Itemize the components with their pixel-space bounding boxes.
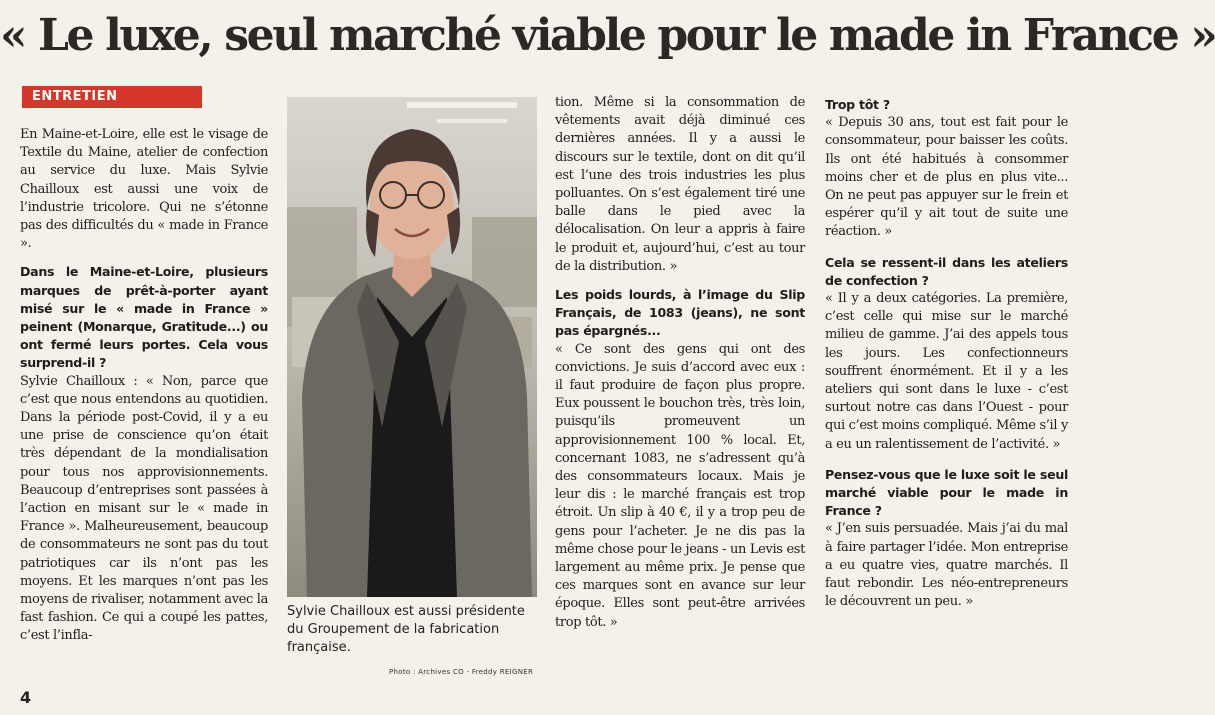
page-number: 4 (20, 688, 32, 707)
column-3 (555, 94, 805, 642)
question-2: Les poids lourds, à l’image du Slip Français, de 1083 (jeans), ne sont pas épargnés... (555, 287, 805, 339)
portrait-illustration (287, 97, 537, 597)
question-3: Trop tôt ? (825, 97, 890, 112)
answer-1-part-2: tion. Même si la consommation de vêtements avait déjà diminué ces dernières années. Il y a aussi le discours sur le textile, dont on dit qu’il est l’une des trois industries les plus polluantes. On s’est également tiré une balle dans le pied avec la délocalisation. On leur a appris à faire le produit et, aujourd’hui, c’est au tour de la distribution. » (555, 95, 805, 274)
answer-3: « Depuis 30 ans, tout est fait pour le consommateur, pour baisser les coûts. Ils ont été habitués à consommer moins cher et de plus en plus vite... On ne peut pas appuyer sur le frein et espérer qu’il y ait tout de suite une réaction. » (825, 115, 1068, 240)
answer-2: « Ce sont des gens qui ont des convictions. Je suis d’accord avec eux : il faut produire de façon plus propre. Eux poussent le bouchon très, très loin, puisqu’ils promeuvent un approvisionnement 100 % local. Et, concernant 1083, ne s’adressent qu’à des consommateurs locaux. Mais je leur dis : le marché français est trop étroit. Un slip à 40 €, il y a trop peu de gens pour l’acheter. Je ne dis pas la même chose pour le jeans - un Levis est largement au même prix. Je pense que ces marques sont en avance sur leur époque. Elles sont peut-être arrivées trop tôt. » (555, 341, 805, 630)
column-4 (825, 96, 1068, 621)
photo-caption: Sylvie Chailloux est aussi présidente du Groupement de la fabrication française. (287, 604, 525, 655)
question-4: Cela se ressent-il dans les ateliers de confection ? (825, 254, 1068, 288)
answer-1-part-1: Sylvie Chailloux : « Non, parce que c’est que nous entendons au quotidien. Dans la période post-Covid, il y a eu une prise de conscience qu’on était très dépendant de la mondialisation pour tous nos approvisionnements. Beaucoup d’entreprises sont passées à l’action en misant sur le « made in France ». Malheureusement, beaucoup de consommateurs ne sont pas du tout patriotiques car ils n’ont pas les moyens. Et les marques n’ont pas les moyens de rivaliser, notamment avec la fast fashion. Ce qui a coupé les pattes, c’est l’infla- (20, 373, 268, 644)
portrait-photo (287, 97, 537, 597)
column-1 (20, 126, 268, 656)
photo-credit: Photo : Archives CO - Freddy REIGNER (389, 668, 534, 676)
question-5: Pensez-vous que le luxe soit le seul marché viable pour le made in France ? (825, 466, 1068, 519)
answer-4: « Il y a deux catégories. La première, c’est celle qui mise sur le marché milieu de gamme. J’ai des appels tous les jours. Les confectionneurs souffrent énormément. Et il y a les ateliers qui sont dans le luxe - c’est surtout notre cas dans l’Ouest - pour qui c’est moins compliqué. Même s’il y a eu un ralentissement de l’activité. » (825, 291, 1068, 452)
section-tag: ENTRETIEN (22, 86, 202, 108)
intro-paragraph: En Maine-et-Loire, elle est le visage de Textile du Maine, atelier de confection au service du luxe. Mais Sylvie Chailloux est aussi une voix de l’industrie tricolore. Qui ne s’étonne pas des difficultés du « made in France ». (20, 127, 268, 252)
headline: « Le luxe, seul marché viable pour le made in France » (0, 10, 1215, 61)
question-1: Dans le Maine-et-Loire, plusieurs marques de prêt-à-porter ayant misé sur le « made in France » peinent (Monarque, Gratitude...) ou ont fermé leurs portes. Cela vous surprend-il ? (20, 264, 268, 371)
answer-5: « J’en suis persuadée. Mais j’ai du mal à faire partager l’idée. Mon entreprise a eu quatre vies, quatre marchés. Il faut rebondir. Les néo-entrepreneurs le découvrent un peu. » (825, 521, 1068, 610)
